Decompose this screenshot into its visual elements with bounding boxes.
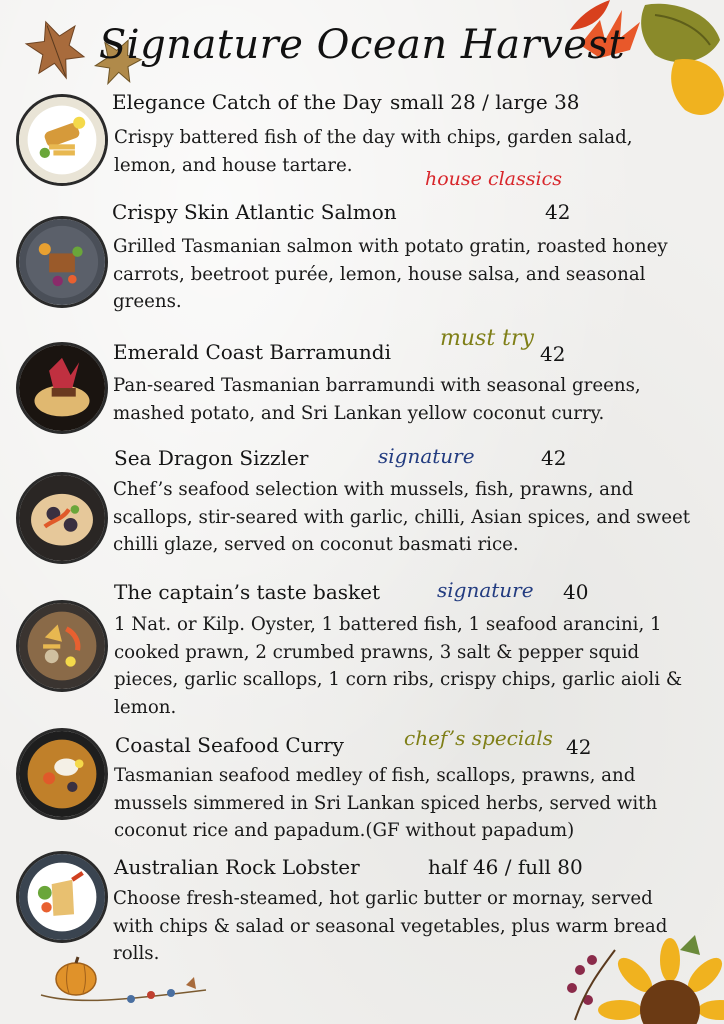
dish-description: Grilled Tasmanian salmon with potato gratin, roasted honey carrots, beetroot purée, lemon, house salsa, and seasonal greens. bbox=[113, 236, 668, 312]
dish-tag: signature bbox=[437, 578, 534, 602]
dish-price: 42 bbox=[545, 200, 571, 224]
seafood-curry-photo bbox=[16, 728, 108, 820]
dish-description: Choose fresh-steamed, hot garlic butter or mornay, served with chips & salad or seasonal vegetables, plus warm bread rolls. bbox=[113, 888, 668, 964]
dish-price: 42 bbox=[541, 446, 567, 470]
dish-name: Crispy Skin Atlantic Salmon bbox=[112, 200, 397, 224]
salmon-plate-photo bbox=[16, 216, 108, 308]
dish-name: Coastal Seafood Curry bbox=[115, 733, 344, 757]
dish-price: 42 bbox=[540, 342, 566, 366]
dish-name: Elegance Catch of the Day bbox=[112, 90, 382, 114]
fish-and-chips-photo bbox=[16, 94, 108, 186]
dish-name: Emerald Coast Barramundi bbox=[113, 340, 391, 364]
lobster-plate-photo bbox=[16, 851, 108, 943]
dish-description: Pan-seared Tasmanian barramundi with seasonal greens, mashed potato, and Sri Lankan yellow coconut curry. bbox=[113, 375, 641, 424]
dish-tag: must try bbox=[440, 326, 534, 351]
dish-tag: chef’s specials bbox=[404, 726, 553, 750]
menu-title: Signature Ocean Harvest bbox=[98, 22, 626, 68]
dish-name: Sea Dragon Sizzler bbox=[114, 446, 309, 470]
dish-description: 1 Nat. or Kilp. Oyster, 1 battered fish, 1 seafood arancini, 1 cooked prawn, 2 crumbed prawns, 3 salt & pepper squid pieces, garlic scallops, 1 corn ribs, crispy chips, garlic aioli & lemon. bbox=[114, 614, 683, 718]
seafood-basket-photo bbox=[16, 600, 108, 692]
dish-price: 40 bbox=[563, 580, 589, 604]
dish-description: Tasmanian seafood medley of fish, scallops, prawns, and mussels simmered in Sri Lankan spiced herbs, served with coconut rice and papadum.(GF without papadum) bbox=[114, 765, 658, 841]
dish-tag: house classics bbox=[425, 168, 562, 190]
dish-name: Australian Rock Lobster bbox=[114, 855, 360, 879]
sizzler-plate-photo bbox=[16, 472, 108, 564]
dish-price: 42 bbox=[566, 735, 592, 759]
dish-name: The captain’s taste basket bbox=[114, 580, 380, 604]
dish-tag: signature bbox=[378, 444, 475, 468]
dish-price: half 46 / full 80 bbox=[428, 855, 583, 879]
barramundi-plate-photo bbox=[16, 342, 108, 434]
dish-description: Chef’s seafood selection with mussels, fish, prawns, and scallops, stir-seared with garlic, chilli, Asian spices, and sweet chilli glaze, served on coconut basmati rice. bbox=[113, 479, 691, 555]
dish-price: small 28 / large 38 bbox=[390, 90, 580, 114]
dish-description: Crispy battered fish of the day with chips, garden salad, lemon, and house tartare. bbox=[114, 127, 633, 176]
